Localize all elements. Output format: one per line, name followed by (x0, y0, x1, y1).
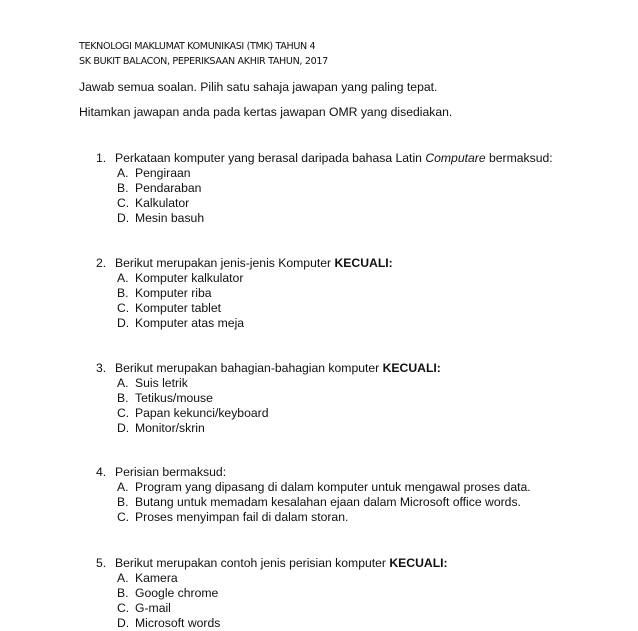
option-text: Suis letrik (135, 376, 188, 390)
question-number: 3. (96, 361, 107, 375)
option-letter: B. (117, 586, 129, 600)
question-text-bold: KECUALI: (334, 256, 393, 270)
option-letter: B. (117, 181, 129, 195)
question-text (115, 150, 553, 166)
option-text: Monitor/skrin (135, 421, 205, 435)
option-letter: B. (117, 286, 129, 300)
option-letter: C. (117, 510, 130, 524)
question-text-part: Berikut merupakan jenis-jenis Komputer (115, 256, 335, 270)
option-text: Komputer atas meja (135, 316, 245, 330)
question-number: 4. (96, 465, 107, 479)
option-text: Pendaraban (135, 181, 202, 195)
option-letter: D. (117, 316, 130, 330)
question-text (115, 555, 448, 571)
question-2 (96, 255, 393, 331)
option-letter: A. (117, 166, 129, 180)
question-text-part: bermaksud: (485, 151, 553, 165)
question-text: Perisian bermaksud: (115, 465, 227, 479)
option-letter: C. (117, 301, 130, 315)
option-text: Proses menyimpan fail di dalam storan. (135, 510, 349, 524)
question-text-part: Perkataan komputer yang berasal daripada bahasa Latin (115, 151, 426, 165)
option-letter: C. (117, 406, 130, 420)
option-letter: A. (117, 271, 129, 285)
option-text: Kalkulator (135, 196, 190, 210)
option-letter: D. (117, 616, 130, 630)
option-text: Tetikus/mouse (135, 391, 213, 405)
option-letter: A. (117, 480, 129, 494)
option-letter: A. (117, 376, 129, 390)
option-text: Komputer kalkulator (135, 271, 244, 285)
option-letter: B. (117, 495, 129, 509)
option-letter: A. (117, 571, 129, 585)
option-letter: C. (117, 601, 130, 615)
option-text: Pengiraan (135, 166, 191, 180)
option-text: Papan kekunci/keyboard (135, 406, 269, 420)
question-4 (96, 464, 531, 525)
option-text: Google chrome (135, 586, 219, 600)
question-text (115, 255, 393, 271)
option-text: Komputer tablet (135, 301, 222, 315)
option-text: G-mail (135, 601, 171, 615)
question-number: 1. (96, 151, 107, 165)
question-text-bold: KECUALI: (382, 361, 441, 375)
question-text-part: Berikut merupakan contoh jenis perisian komputer (115, 556, 390, 570)
instruction-line-2: Hitamkan jawapan anda pada kertas jawapan OMR yang disediakan. (79, 105, 453, 119)
option-letter: B. (117, 391, 129, 405)
option-text: Butang untuk memadam kesalahan ejaan dalam Microsoft office words. (135, 495, 521, 509)
question-number: 2. (96, 256, 107, 270)
option-letter: D. (117, 211, 130, 225)
question-3 (96, 360, 441, 436)
option-letter: D. (117, 421, 130, 435)
question-text (115, 360, 441, 376)
question-text-part: Berikut merupakan bahagian-bahagian komputer (115, 361, 383, 375)
option-text: Komputer riba (135, 286, 212, 300)
option-letter: C. (117, 196, 130, 210)
question-text-bold: KECUALI: (389, 556, 448, 570)
question-number: 5. (96, 556, 107, 570)
header-school-line: SK BUKIT BALACON, PEPERIKSAAN AKHIR TAHUN, 2017 (79, 56, 328, 67)
instruction-line-1: Jawab semua soalan. Pilih satu sahaja jawapan yang paling tepat. (79, 80, 438, 94)
option-text: Kamera (135, 571, 178, 585)
option-text: Mesin basuh (135, 211, 205, 225)
option-text: Program yang dipasang di dalam komputer untuk mengawal proses data. (135, 480, 531, 494)
question-1 (96, 150, 553, 226)
document-header (79, 39, 328, 69)
question-text-italic: Computare (425, 151, 486, 165)
option-text: Microsoft words (135, 616, 221, 630)
question-5 (96, 555, 448, 631)
header-subject-line: TEKNOLOGI MAKLUMAT KOMUNIKASI (TMK) TAHUN 4 (79, 41, 316, 52)
